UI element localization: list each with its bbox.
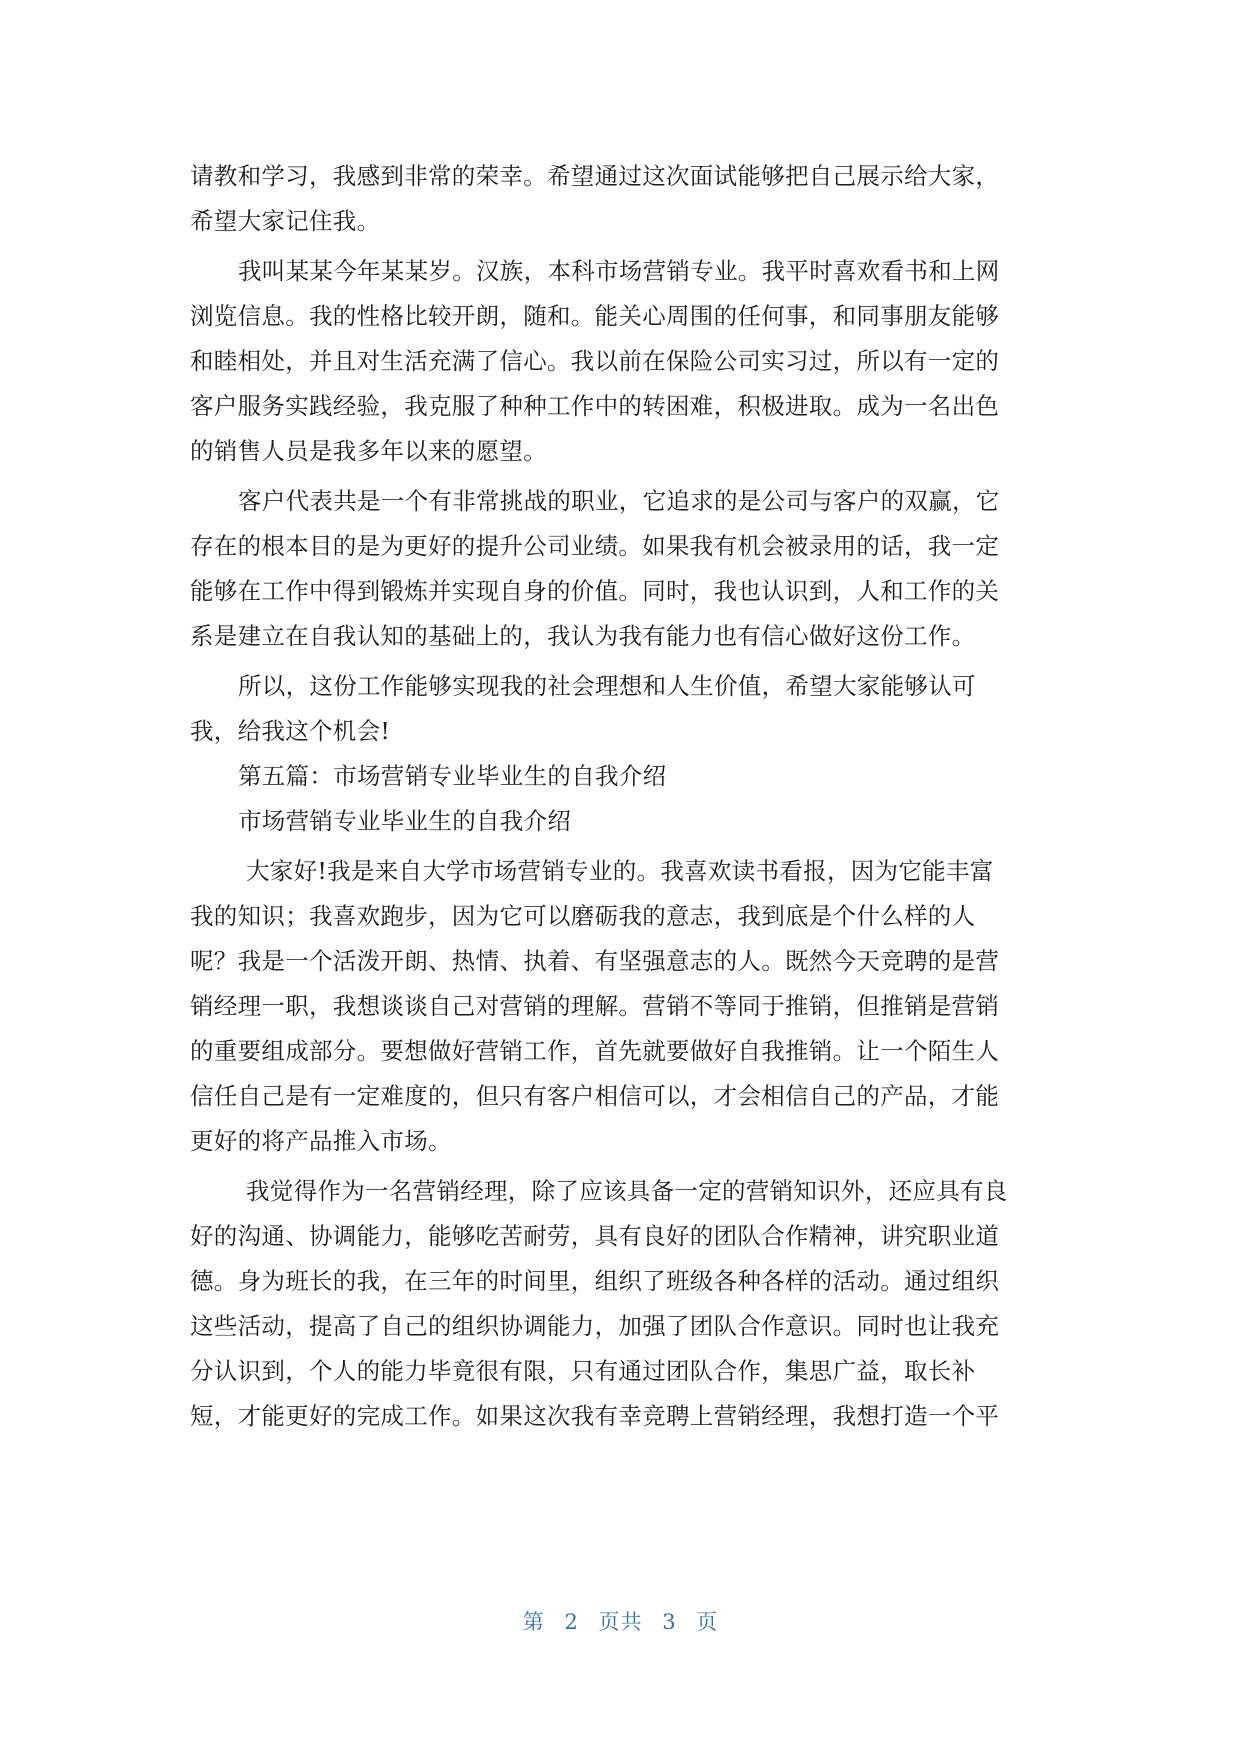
text-line: 希望大家记住我。 <box>190 207 381 235</box>
paragraph-1 <box>190 154 1056 244</box>
text-line: 我，给我这个机会! <box>190 717 391 745</box>
text-line: 分认识到，个人的能力毕竟很有限，只有通过团队合作，集思广益，取长补 <box>190 1357 976 1385</box>
paragraph-3 <box>190 479 1056 659</box>
text-line: 我的知识；我喜欢跑步，因为它可以磨砺我的意志，我到底是个什么样的人 <box>190 902 976 930</box>
footer-suffix: 页 <box>696 1610 719 1634</box>
text-line: 呢？我是一个活泼开朗、热情、执着、有坚强意志的人。既然今天竞聘的是营 <box>190 947 1000 975</box>
text-line: 销经理一职，我想谈谈自己对营销的理解。营销不等同于推销，但推销是营销 <box>190 992 1000 1020</box>
text-line: 我叫某某今年某某岁。汉族，本科市场营销专业。我平时喜欢看书和上网 <box>238 257 1000 285</box>
text-line: 浏览信息。我的性格比较开朗，随和。能关心周围的任何事，和同事朋友能够 <box>190 302 1000 330</box>
text-line: 短，才能更好的完成工作。如果这次我有幸竞聘上营销经理，我想打造一个平 <box>190 1402 1000 1430</box>
paragraph-2 <box>190 249 1056 474</box>
text-line: 的销售人员是我多年以来的愿望。 <box>190 437 547 465</box>
text-line: 我觉得作为一名营销经理，除了应该具备一定的营销知识外，还应具有良 <box>246 1177 1008 1205</box>
text-line: 请教和学习，我感到非常的荣幸。希望通过这次面试能够把自己展示给大家， <box>190 162 1000 190</box>
heading-line: 第五篇：市场营销专业毕业生的自我介绍 <box>238 762 667 790</box>
text-line: 的重要组成部分。要想做好营销工作，首先就要做好自我推销。让一个陌生人 <box>190 1037 1000 1065</box>
text-line: 能够在工作中得到锻炼并实现自身的价值。同时，我也认识到，人和工作的关 <box>190 577 1000 605</box>
text-line: 所以，这份工作能够实现我的社会理想和人生价值，希望大家能够认可 <box>238 672 976 700</box>
text-line: 信任自己是有一定难度的，但只有客户相信可以，才会相信自己的产品，才能 <box>190 1082 1000 1110</box>
document-body <box>190 154 1056 1439</box>
article-title <box>190 799 1056 844</box>
text-line: 大家好!我是来自大学市场营销专业的。我喜欢读书看报，因为它能丰富 <box>246 857 994 885</box>
page-footer <box>0 1606 1241 1636</box>
paragraph-6 <box>190 1169 1056 1439</box>
text-line: 这些活动，提高了自己的组织协调能力，加强了团队合作意识。同时也让我充 <box>190 1312 1000 1340</box>
text-line: 好的沟通、协调能力，能够吃苦耐劳，具有良好的团队合作精神，讲究职业道 <box>190 1222 1000 1250</box>
footer-middle: 页共 <box>598 1610 643 1634</box>
paragraph-4 <box>190 664 1056 754</box>
section-heading <box>190 754 1056 799</box>
current-page-number: 2 <box>564 1610 579 1634</box>
text-line: 和睦相处，并且对生活充满了信心。我以前在保险公司实习过，所以有一定的 <box>190 347 1000 375</box>
text-line: 德。身为班长的我，在三年的时间里，组织了班级各种各样的活动。通过组织 <box>190 1267 1000 1295</box>
text-line: 更好的将产品推入市场。 <box>190 1127 452 1155</box>
text-line: 客户代表共是一个有非常挑战的职业，它追求的是公司与客户的双赢，它 <box>238 487 1000 515</box>
text-line: 客户服务实践经验，我克服了种种工作中的转困难，积极进取。成为一名出色 <box>190 392 1000 420</box>
footer-prefix: 第 <box>522 1610 545 1634</box>
text-line: 系是建立在自我认知的基础上的，我认为我有能力也有信心做好这份工作。 <box>190 622 976 650</box>
title-line: 市场营销专业毕业生的自我介绍 <box>238 807 572 835</box>
paragraph-5 <box>190 849 1056 1164</box>
total-page-count: 3 <box>662 1610 677 1634</box>
text-line: 存在的根本目的是为更好的提升公司业绩。如果我有机会被录用的话，我一定 <box>190 532 1000 560</box>
